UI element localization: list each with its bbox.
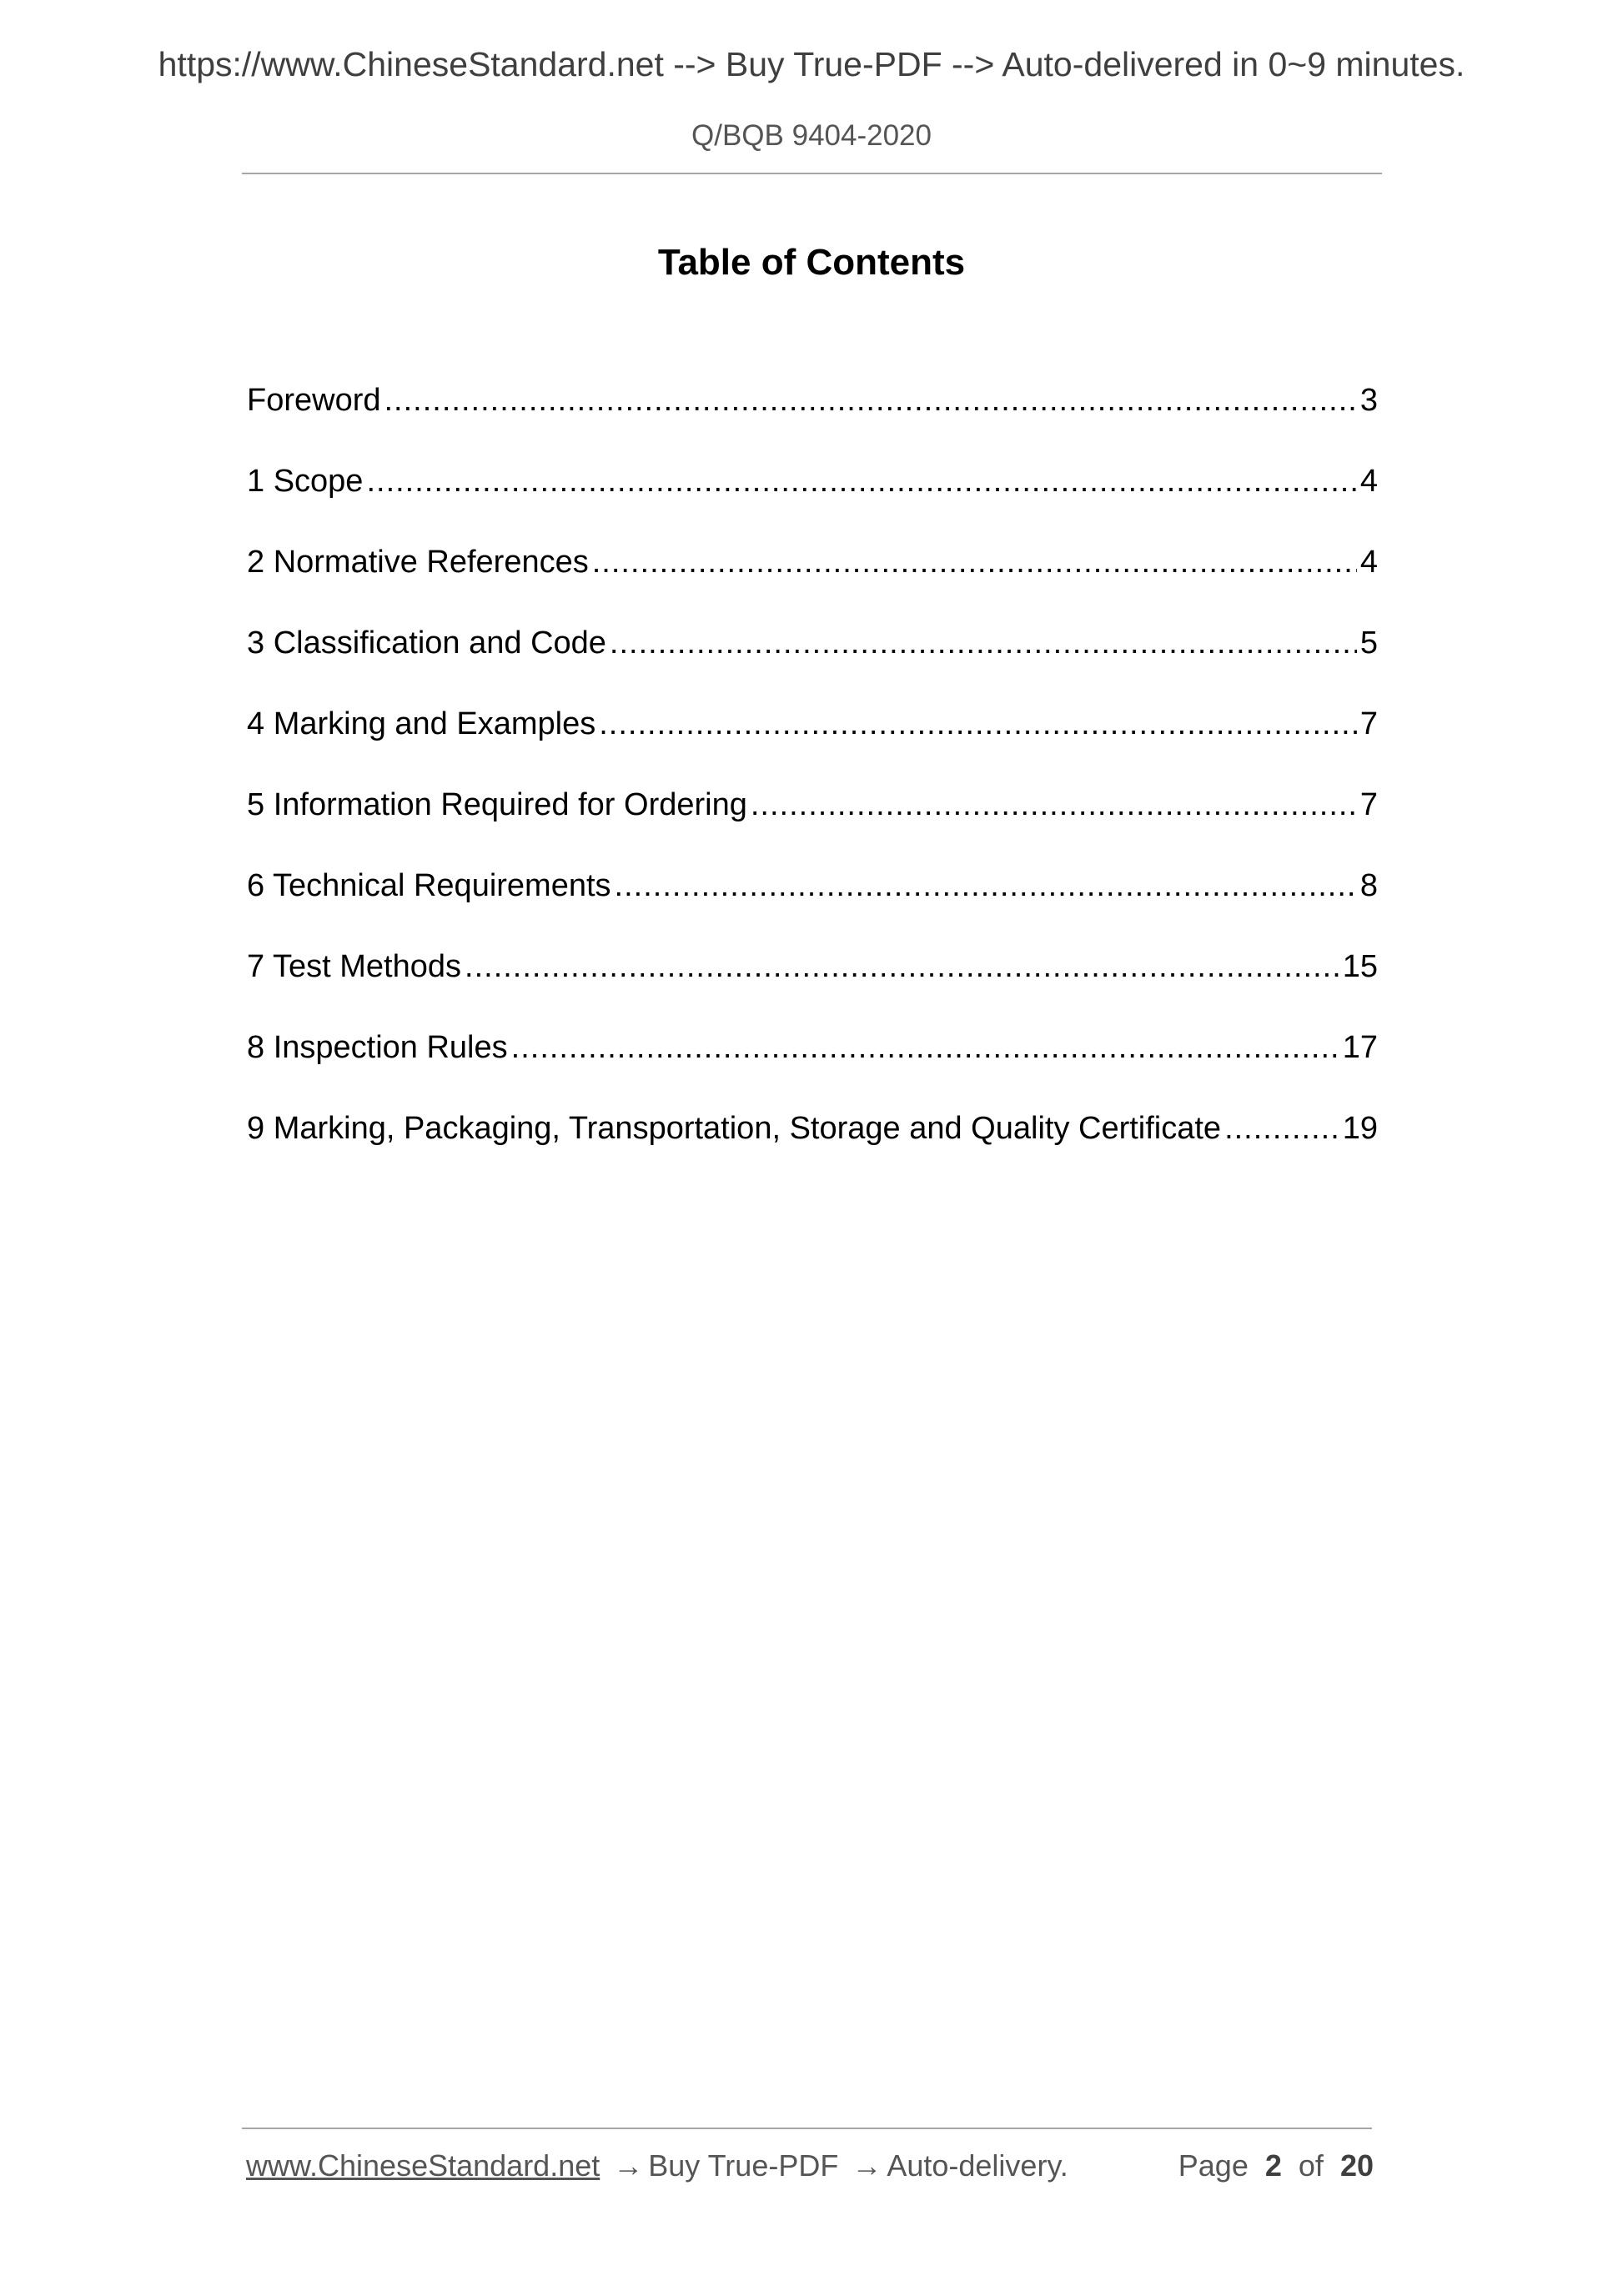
toc-item-page: 4 (1359, 545, 1378, 580)
toc-dot-leader (511, 1024, 1339, 1071)
page-word: Page (1178, 2148, 1249, 2183)
document-code: Q/BQB 9404-2020 (691, 119, 932, 152)
toc-item-label: 6 Technical Requirements (247, 868, 611, 903)
toc-item-page: 17 (1342, 1030, 1378, 1065)
footer-promo (246, 2148, 1068, 2183)
toc-item-label: 5 Information Required for Ordering (247, 787, 747, 822)
arrow-right-icon: → (852, 2148, 882, 2183)
footer-site-link[interactable]: www.ChineseStandard.net (246, 2148, 600, 2183)
toc-item-label: 3 Classification and Code (247, 625, 606, 661)
page-number (1178, 2148, 1374, 2183)
toc-item-page: 3 (1359, 383, 1378, 418)
footer-delivery-text: Auto-delivery. (887, 2148, 1068, 2183)
toc-item-inspection-rules[interactable] (247, 1024, 1378, 1105)
toc-item-classification-and-code[interactable] (247, 620, 1378, 701)
toc-item-page: 8 (1359, 868, 1378, 903)
toc-item-label: 7 Test Methods (247, 949, 462, 984)
arrow-right-icon: → (613, 2148, 644, 2183)
page-current: 2 (1264, 2148, 1282, 2183)
toc-list (247, 377, 1378, 1186)
toc-dot-leader (366, 458, 1356, 505)
toc-dot-leader (465, 943, 1339, 990)
toc-dot-leader (599, 701, 1357, 747)
toc-item-information-required-for-ordering[interactable] (247, 781, 1378, 862)
toc-item-test-methods[interactable] (247, 943, 1378, 1024)
toc-item-label: 8 Inspection Rules (247, 1030, 508, 1065)
site-banner: https://www.ChineseStandard.net --> Buy True-PDF --> Auto-delivered in 0~9 minutes. (158, 45, 1465, 83)
toc-item-normative-references[interactable] (247, 539, 1378, 620)
toc-dot-leader (610, 620, 1357, 666)
page-total: 20 (1339, 2148, 1374, 2183)
toc-item-label: 9 Marking, Packaging, Transportation, Storage and Quality Certificate (247, 1111, 1222, 1146)
toc-dot-leader (615, 862, 1357, 909)
toc-title: Table of Contents (657, 242, 966, 283)
toc-dot-leader (751, 781, 1357, 828)
toc-item-page: 7 (1359, 787, 1378, 822)
page-footer (246, 2148, 1374, 2190)
toc-item-page: 4 (1359, 464, 1378, 499)
toc-item-technical-requirements[interactable] (247, 862, 1378, 943)
toc-item-label: 2 Normative References (247, 545, 589, 580)
toc-dot-leader (1224, 1105, 1339, 1152)
toc-item-page: 19 (1342, 1111, 1378, 1146)
toc-item-page: 15 (1342, 949, 1378, 984)
toc-dot-leader (384, 377, 1357, 424)
toc-item-page: 5 (1359, 625, 1378, 661)
toc-item-page: 7 (1359, 706, 1378, 741)
header-divider (242, 173, 1382, 174)
toc-item-label: 4 Marking and Examples (247, 706, 596, 741)
toc-item-marking-and-examples[interactable] (247, 701, 1378, 781)
toc-item-label: Foreword (247, 383, 381, 418)
toc-item-label: 1 Scope (247, 464, 364, 499)
page-of: of (1298, 2148, 1324, 2183)
footer-divider (242, 2128, 1372, 2129)
toc-item-foreword[interactable] (247, 377, 1378, 458)
footer-buy-text: Buy True-PDF (648, 2148, 839, 2183)
toc-item-marking-packaging[interactable] (247, 1105, 1378, 1186)
toc-dot-leader (592, 539, 1357, 585)
toc-item-scope[interactable] (247, 458, 1378, 539)
